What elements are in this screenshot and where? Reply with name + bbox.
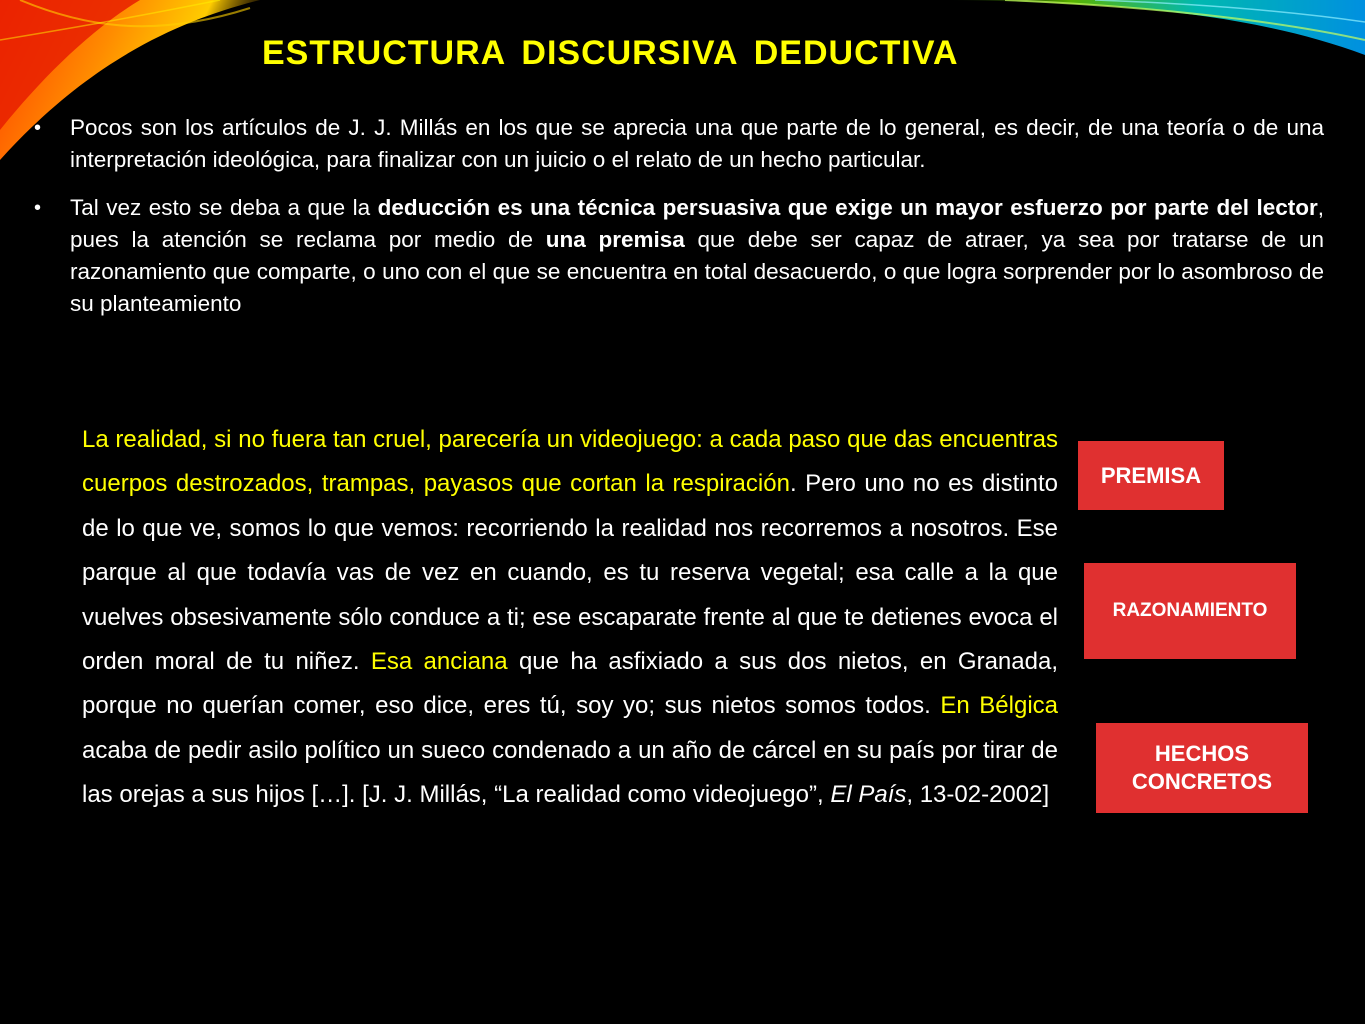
- bullet-text: Pocos son los artículos de J. J. Millás en los que se aprecia una que parte de lo general, es decir, de una teoría o de una interpretación ideológica, para finalizar con un juicio o el relato de un hecho particular.: [70, 115, 1324, 172]
- quote-passage: [82, 418, 1058, 818]
- quote-premise-highlight: La realidad, si no fuera tan cruel, parecería un videojuego: a cada paso que das encuentras cuerpos destrozados, trampas, payasos que cortan la respiración: [82, 426, 1058, 498]
- decorative-swoosh-right: [945, 0, 1365, 70]
- bullet-icon: •: [34, 117, 42, 139]
- bullet-icon: •: [34, 197, 42, 219]
- bullet-item: [34, 112, 1324, 176]
- label-premisa: [1078, 441, 1224, 510]
- quote-fact-highlight: Esa anciana: [370, 648, 508, 676]
- bullet-bold-part: una premisa: [545, 227, 685, 252]
- quote-text: acaba de pedir asilo político un sueco condenado a un año de cárcel en su país por tirar de las orejas a sus hijos […]. [J. J. Millás, “La realidad como videojuego”,: [82, 736, 1058, 809]
- quote-fact-highlight: En Bélgica: [940, 692, 1058, 720]
- label-razonamiento: [1084, 563, 1296, 659]
- label-razonamiento-text: RAZONAMIENTO: [1112, 600, 1268, 621]
- bullet-list: [34, 112, 1324, 336]
- quote-text: , 13-02-2002]: [906, 781, 1050, 809]
- bullet-text-part: , pues la atención se reclama por medio de: [70, 195, 1324, 252]
- label-hechos-line1: HECHOS: [1154, 741, 1250, 766]
- page-title: ESTRUCTURA DISCURSIVA DEDUCTIVA: [262, 34, 959, 72]
- label-hechos-concretos: [1096, 723, 1308, 813]
- label-hechos-line2: CONCRETOS: [1131, 769, 1273, 794]
- quote-text: que ha asfixiado a sus dos nietos, en Granada, porque no querían comer, eso dice, eres tú, soy yo; sus nietos somos todos.: [82, 648, 1058, 720]
- bullet-item: [34, 192, 1324, 320]
- bullet-text-part: Tal vez esto se deba a que la: [70, 195, 378, 220]
- bullet-text-part: que debe ser capaz de atraer, ya sea por tratarse de un razonamiento que comparte, o uno con el que se encuentra en total desacuerdo, o que logra sorprender por lo asombroso de su planteamiento: [70, 227, 1324, 316]
- bullet-bold-part: deducción es una técnica persuasiva que exige un mayor esfuerzo por parte del lector: [377, 195, 1318, 220]
- label-premisa-text: PREMISA: [1100, 462, 1202, 488]
- quote-source-italic: El País: [830, 781, 907, 809]
- quote-reasoning-text: . Pero uno no es distinto de lo que ve, somos lo que vemos: recorriendo la realidad nos recorremos a nosotros. Ese parque al que todavía vas de vez en cuando, es tu reserva vegetal; esa calle a la que vuelves obsesivamente sólo conduce a ti; ese escaparate frente al que te detienes evoca el orden moral de tu niñez.: [82, 470, 1058, 676]
